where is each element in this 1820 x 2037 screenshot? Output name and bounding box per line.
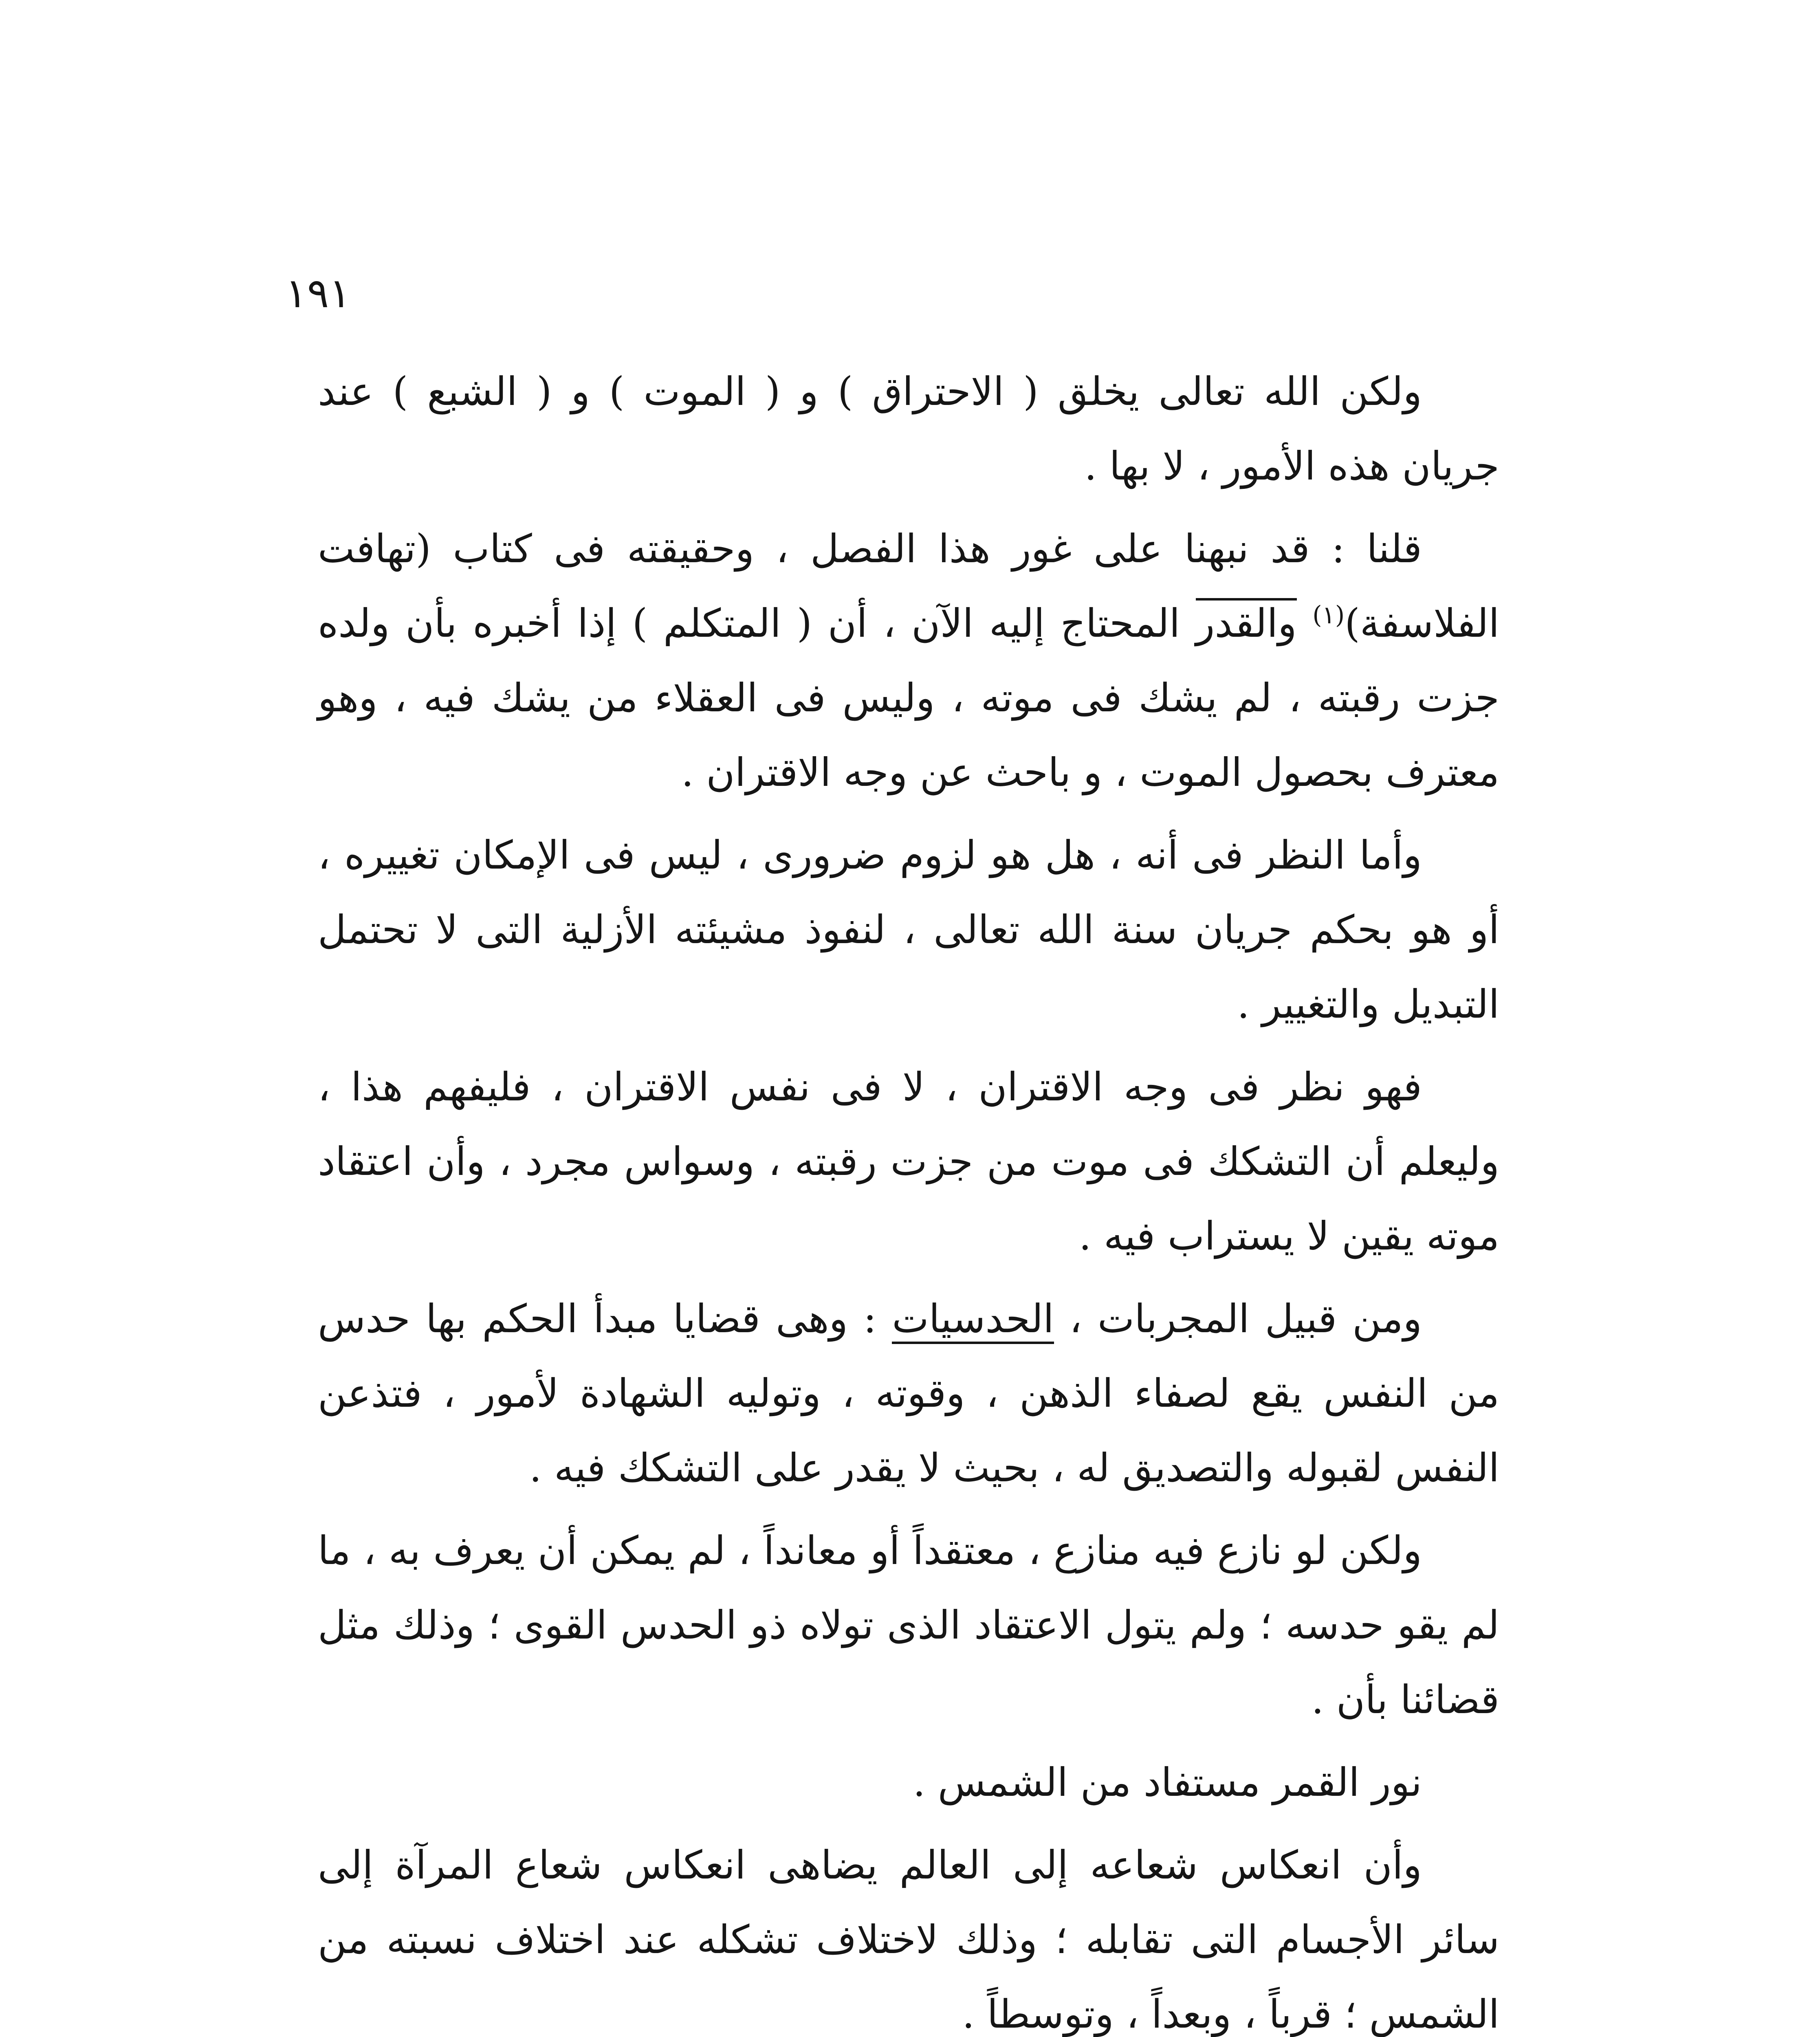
paragraph-5-rest: : وهى قضايا مبدأ الحكم بها حدس من النفس يقع لصفاء الذهن ، وقوته ، وتوليه الشهادة لأمور ، فتذعن النفس لقبوله والتصديق له ، بحيث لا يقدر على التشكك فيه . bbox=[318, 1296, 1499, 1491]
overlined-term: والقدر bbox=[1196, 598, 1297, 646]
paragraph-2 bbox=[318, 512, 1499, 810]
paragraph-5-lead: ومن قبيل المجربات ، bbox=[1054, 1296, 1422, 1342]
paragraph-3: وأما النظر فى أنه ، هل هو لزوم ضرورى ، ليس فى الإمكان تغييره ، أو هو بحكم جريان سنة الله تعالى ، لنفوذ مشيئته الأزلية التى لا تحتمل التبديل والتغيير . bbox=[318, 832, 1499, 1027]
footnote-reference: (١) bbox=[1312, 601, 1345, 629]
main-text bbox=[318, 354, 1499, 2037]
paragraph-8: وأن انعكاس شعاعه إلى العالم يضاهى انعكاس شعاع المرآة إلى سائر الأجسام التى تقابله ؛ وذلك لاختلاف تشكله عند اختلاف نسبته من الشمس ؛ قرباً ، وبعداً ، وتوسطاً . bbox=[318, 1842, 1499, 2037]
paragraph-1: ولكن الله تعالى يخلق ( الاحتراق ) و ( الموت ) و ( الشبع ) عند جريان هذه الأمور ، لا بها . bbox=[318, 369, 1499, 489]
paragraph-2-rest: المحتاج إليه الآن ، أن ( المتكلم ) إذا أخبره بأن ولده جزت رقبته ، لم يشك فى موته ، وليس فى العقلاء من يشك فيه ، وهو معترف بحصول الموت ، و باحث عن وجه الاقتران . bbox=[318, 601, 1499, 795]
paragraph-6: ولكن لو نازع فيه منازع ، معتقداً أو معانداً ، لم يمكن أن يعرف به ، ما لم يقو حدسه ؛ ولم يتول الاعتقاد الذى تولاه ذو الحدس القوى ؛ وذلك مثل قضائنا بأن . bbox=[318, 1528, 1499, 1722]
paragraph-5 bbox=[318, 1282, 1499, 1505]
underlined-term: الحدسيات bbox=[892, 1296, 1054, 1344]
paragraph-7: نور القمر مستفاد من الشمس . bbox=[913, 1760, 1422, 1805]
paragraph-2-lead: قلنا : قد نبهنا على غور هذا الفصل ، وحقيقته فى كتاب (تهافت الفلاسفة) bbox=[318, 526, 1499, 646]
paragraph-4: فهو نظر فى وجه الاقتران ، لا فى نفس الاقتران ، فليفهم هذا ، وليعلم أن التشكك فى موت من جزت رقبته ، وسواس مجرد ، وأن اعتقاد موته يقين لا يستراب فيه . bbox=[318, 1064, 1499, 1259]
page-number: ١٩١ bbox=[285, 269, 351, 317]
